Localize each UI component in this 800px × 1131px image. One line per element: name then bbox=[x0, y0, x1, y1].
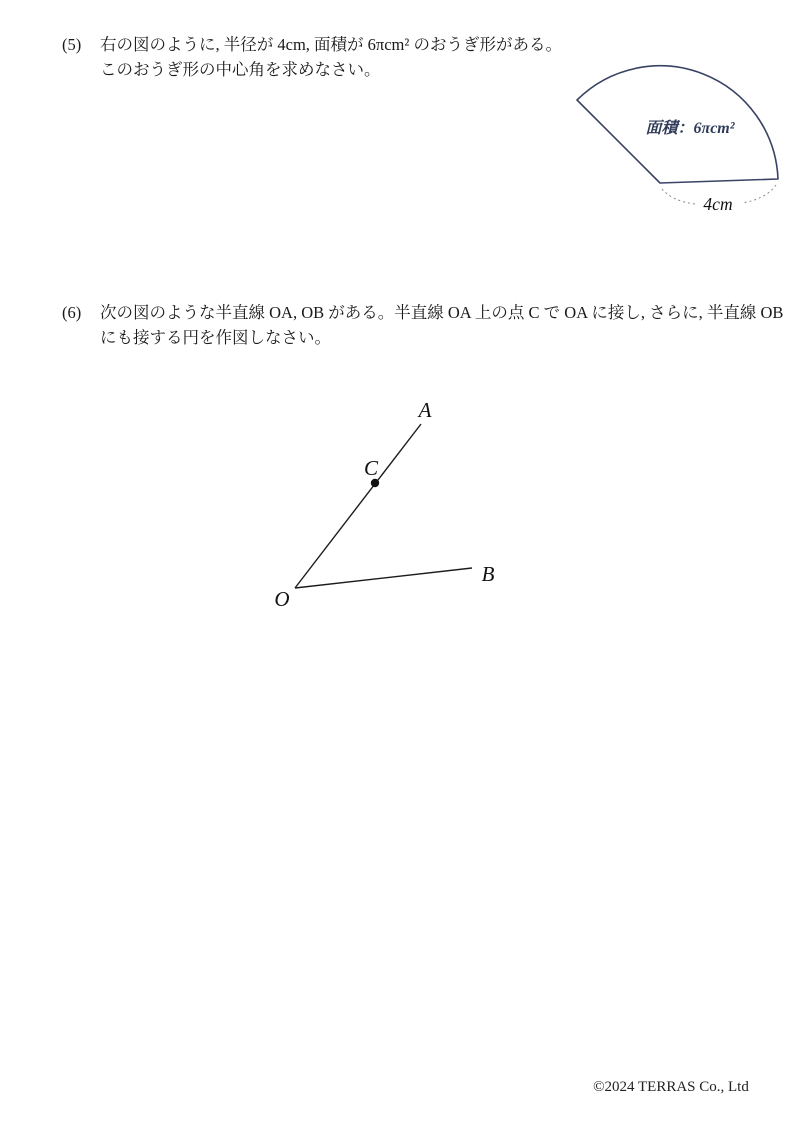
label-b: B bbox=[481, 562, 495, 586]
problem-6-number: (6) bbox=[62, 303, 82, 322]
radius-dotted-brace-left bbox=[662, 189, 695, 204]
problem-5-line1: 右の図のように, 半径が 4cm, 面積が 6πcm² のおうぎ形がある。 bbox=[100, 35, 562, 54]
construction-figure bbox=[255, 390, 525, 625]
radius-dotted-brace-right bbox=[742, 185, 776, 203]
problem-6 bbox=[62, 301, 783, 350]
problem-5-text bbox=[100, 33, 562, 82]
label-a: A bbox=[418, 398, 432, 422]
ray-ob bbox=[295, 568, 472, 588]
label-o: O bbox=[274, 587, 290, 611]
problem-6-text bbox=[100, 301, 783, 350]
sector-radius-label: 4cm bbox=[703, 194, 733, 214]
label-c: C bbox=[363, 456, 379, 480]
problem-5-number: (5) bbox=[62, 35, 82, 54]
sector-figure bbox=[555, 40, 800, 220]
sector-area-label: 面積：6πcm² bbox=[645, 120, 735, 137]
construction-figure-svg bbox=[255, 390, 525, 625]
problem-5-line2: このおうぎ形の中心角を求めなさい。 bbox=[100, 59, 381, 79]
sector-figure-svg bbox=[555, 40, 800, 220]
footer-copyright: ©2024 TERRAS Co., Ltd bbox=[593, 1079, 749, 1095]
point-c-dot bbox=[371, 479, 379, 487]
problem-5 bbox=[62, 33, 562, 82]
ray-oa bbox=[295, 424, 421, 588]
problem-6-line1: 次の図のような半直線 OA, OB がある。半直線 OA 上の点 C で OA に接し, さらに, 半直線 OB bbox=[100, 303, 784, 322]
problem-6-line2: にも接する円を作図しなさい。 bbox=[100, 327, 331, 347]
